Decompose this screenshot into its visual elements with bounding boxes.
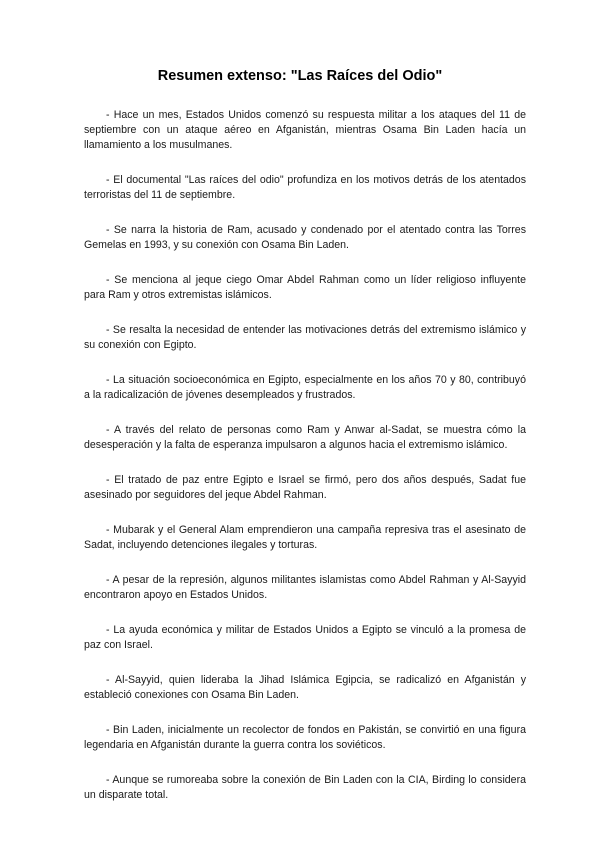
paragraph: - Aunque se rumoreaba sobre la conexión de Bin Laden con la CIA, Birding lo considera un disparate total. <box>84 774 526 801</box>
paragraph: - La situación socioeconómica en Egipto, especialmente en los años 70 y 80, contribuyó a la radicalización de jóvenes desempleados y frustrados. <box>84 374 526 401</box>
paragraph: - Mubarak y el General Alam emprendieron una campaña represiva tras el asesinato de Sadat, incluyendo detenciones ilegales y torturas. <box>84 524 526 551</box>
paragraph: - Bin Laden, inicialmente un recolector de fondos en Pakistán, se convirtió en una figura legendaria en Afganistán durante la guerra contra los soviéticos. <box>84 724 526 751</box>
paragraph: - El documental "Las raíces del odio" profundiza en los motivos detrás de los atentados terroristas del 11 de septiembre. <box>84 174 526 201</box>
paragraph: - Se narra la historia de Ram, acusado y condenado por el atentado contra las Torres Gemelas en 1993, y su conexión con Osama Bin Laden. <box>84 224 526 251</box>
document-title: Resumen extenso: "Las Raíces del Odio" <box>157 68 443 84</box>
paragraph: - A través del relato de personas como Ram y Anwar al-Sadat, se muestra cómo la desesperación y la falta de esperanza impulsaron a algunos hacia el extremismo islámico. <box>84 424 526 451</box>
paragraph: - Se menciona al jeque ciego Omar Abdel Rahman como un líder religioso influyente para Ram y otros extremistas islámicos. <box>84 274 526 301</box>
paragraph-list <box>84 108 526 823</box>
paragraph: - A pesar de la represión, algunos militantes islamistas como Abdel Rahman y Al-Sayyid encontraron apoyo en Estados Unidos. <box>84 574 526 601</box>
paragraph: - Al-Sayyid, quien lideraba la Jihad Islámica Egipcia, se radicalizó en Afganistán y estableció conexiones con Osama Bin Laden. <box>84 674 526 701</box>
paragraph: - El tratado de paz entre Egipto e Israel se firmó, pero dos años después, Sadat fue asesinado por seguidores del jeque Abdel Rahman. <box>84 474 526 501</box>
paragraph: - La ayuda económica y militar de Estados Unidos a Egipto se vinculó a la promesa de paz con Israel. <box>84 624 526 651</box>
paragraph: - Se resalta la necesidad de entender las motivaciones detrás del extremismo islámico y su conexión con Egipto. <box>84 324 526 351</box>
paragraph: - Hace un mes, Estados Unidos comenzó su respuesta militar a los ataques del 11 de septiembre con un ataque aéreo en Afganistán, mientras Osama Bin Laden hacía un llamamiento a los musulmanes. <box>84 109 526 151</box>
